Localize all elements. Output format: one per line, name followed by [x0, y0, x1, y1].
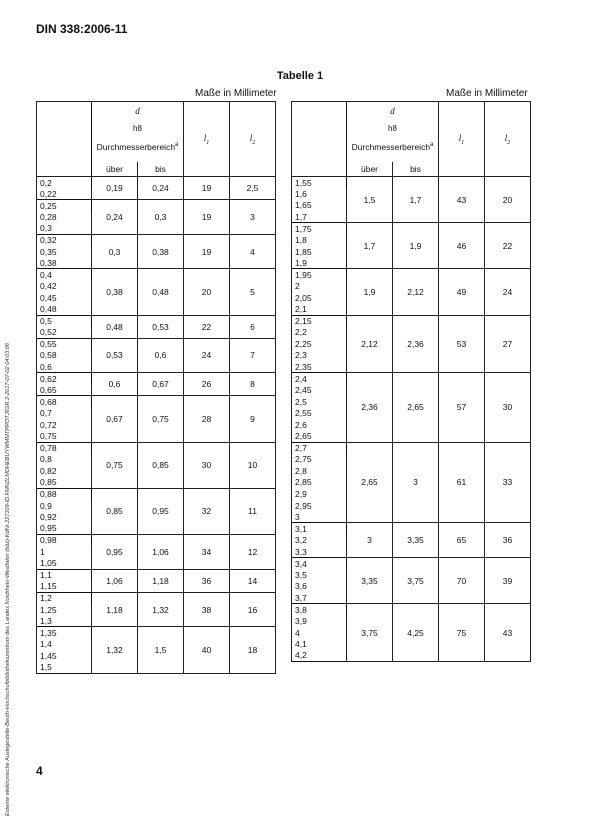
d-value: 0,22: [37, 188, 92, 200]
d-value: 2,5: [292, 396, 347, 408]
page-number: 4: [36, 764, 43, 778]
range-over-value: 0,85: [92, 488, 138, 534]
d-value: 2: [292, 280, 347, 292]
d-value: 0,55: [37, 338, 92, 350]
range-to-value: 3: [393, 442, 439, 523]
table-row: [37, 234, 276, 246]
d-value: 1,85: [292, 246, 347, 258]
d-value: 2,8: [292, 465, 347, 477]
d-value: 0,75: [37, 431, 92, 443]
header-to: bis: [138, 162, 184, 177]
l2-value: 3: [230, 200, 276, 235]
d-value: 0,38: [37, 257, 92, 269]
d-value: 1,2: [37, 592, 92, 604]
d-value: 4,1: [292, 638, 347, 650]
table-row: [292, 373, 531, 385]
license-side-note: Externe elektronische Auslegestelle-Beuth-Hochschulbibliothekszentrum des Landes Nordrhein-Westfalen (hbz)-KdNr.227109-ID.FMNZLMDHEBUYWMMTPROTJ6SR.2-2017-07-02 04:03:06: [5, 343, 11, 816]
l1-value: 19: [184, 200, 230, 235]
table-row: [37, 534, 276, 546]
l2-value: 16: [230, 592, 276, 627]
l2-value: 18: [230, 627, 276, 673]
range-to-value: 1,7: [393, 177, 439, 223]
table-row: [37, 396, 276, 408]
l2-value: 8: [230, 373, 276, 396]
range-to-value: 2,36: [393, 315, 439, 373]
l1-value: 36: [184, 569, 230, 592]
range-over-value: 1,32: [92, 627, 138, 673]
d-value: 1,75: [292, 223, 347, 235]
d-value: 1,25: [37, 604, 92, 616]
range-to-value: 1,5: [138, 627, 184, 673]
range-over-value: 0,48: [92, 315, 138, 338]
l2-value: 4: [230, 234, 276, 269]
range-to-value: 0,53: [138, 315, 184, 338]
l1-value: 61: [439, 442, 485, 523]
d-value: 0,78: [37, 442, 92, 454]
header-l1: [439, 102, 485, 177]
d-value: 0,42: [37, 280, 92, 292]
d-value: 1,15: [37, 581, 92, 593]
header-l2-symbol: l: [504, 132, 508, 143]
d-value: 1,6: [292, 188, 347, 200]
header-d-symbol: d: [135, 106, 140, 116]
d-value: 3,7: [292, 592, 347, 604]
table-caption: Tabelle 1: [276, 70, 324, 82]
l1-value: 20: [184, 269, 230, 315]
d-value: 0,28: [37, 211, 92, 223]
range-over-value: 2,36: [347, 373, 393, 442]
header-diameter-range: [92, 142, 183, 152]
d-value: 3,1: [292, 523, 347, 535]
l2-value: 30: [485, 373, 531, 442]
d-value: 2,3: [292, 350, 347, 362]
l1-value: 75: [439, 604, 485, 662]
d-value: 0,9: [37, 500, 92, 512]
l2-value: 20: [485, 177, 531, 223]
range-to-value: 0,3: [138, 200, 184, 235]
dimensions-table-right: [291, 101, 531, 662]
table-row: [37, 442, 276, 454]
l1-value: 46: [439, 223, 485, 269]
d-value: 0,88: [37, 488, 92, 500]
d-value: 1,8: [292, 234, 347, 246]
header-d-cell: [292, 102, 347, 177]
range-over-value: 0,19: [92, 177, 138, 200]
d-value: 1,65: [292, 200, 347, 212]
table-row: [37, 592, 276, 604]
d-value: 2,55: [292, 407, 347, 419]
d-value: 2,65: [292, 431, 347, 443]
d-value: 2,6: [292, 419, 347, 431]
header-l2-symbol: l: [249, 132, 253, 143]
d-value: 1,5: [37, 661, 92, 673]
d-value: 0,32: [37, 234, 92, 246]
range-over-value: 0,3: [92, 234, 138, 269]
d-value: 3,3: [292, 546, 347, 558]
header-l2-subscript: 2: [252, 139, 256, 146]
d-value: 1,3: [37, 615, 92, 627]
l2-value: 10: [230, 442, 276, 488]
header-l2-subscript: 2: [507, 139, 511, 146]
header-l2: [230, 102, 276, 177]
range-over-value: 0,38: [92, 269, 138, 315]
range-over-value: 1,06: [92, 569, 138, 592]
header-diameter-range-label: Durchmesserbereich: [351, 142, 431, 152]
d-value: 0,25: [37, 200, 92, 212]
range-to-value: 0,38: [138, 234, 184, 269]
header-footnote-mark: a: [430, 142, 434, 149]
d-value: 2,05: [292, 292, 347, 304]
range-to-value: 1,18: [138, 569, 184, 592]
l2-value: 36: [485, 523, 531, 558]
range-over-value: 3,75: [347, 604, 393, 662]
l1-value: 32: [184, 488, 230, 534]
d-value: 4,2: [292, 650, 347, 662]
l1-value: 38: [184, 592, 230, 627]
d-value: 0,5: [37, 315, 92, 327]
table-row: [292, 604, 531, 616]
header-l1-symbol: l: [458, 132, 462, 143]
table-row: [292, 523, 531, 535]
l2-value: 5: [230, 269, 276, 315]
l2-value: 27: [485, 315, 531, 373]
range-to-value: 0,67: [138, 373, 184, 396]
l2-value: 43: [485, 604, 531, 662]
d-value: 2,25: [292, 338, 347, 350]
header-h8: h8: [133, 124, 142, 133]
header-over: über: [347, 162, 393, 177]
l2-value: 9: [230, 396, 276, 442]
d-value: 2,45: [292, 384, 347, 396]
d-value: 2,85: [292, 477, 347, 489]
d-value: 0,6: [37, 361, 92, 373]
l1-value: 26: [184, 373, 230, 396]
d-value: 3,4: [292, 558, 347, 570]
range-to-value: 0,95: [138, 488, 184, 534]
header-d-symbol: d: [390, 106, 395, 116]
table-row: [292, 269, 531, 281]
d-value: 0,35: [37, 246, 92, 258]
table-row: [37, 338, 276, 350]
d-value: 2,35: [292, 361, 347, 373]
d-value: 0,45: [37, 292, 92, 304]
l1-value: 70: [439, 558, 485, 604]
header-l1-symbol: l: [203, 132, 207, 143]
l1-value: 19: [184, 234, 230, 269]
range-to-value: 1,06: [138, 534, 184, 569]
d-value: 3,8: [292, 604, 347, 616]
d-value: 1,95: [292, 269, 347, 281]
d-value: 0,4: [37, 269, 92, 281]
l2-value: 7: [230, 338, 276, 373]
d-value: 1: [37, 546, 92, 558]
l1-value: 43: [439, 177, 485, 223]
range-over-value: 0,6: [92, 373, 138, 396]
d-value: 1,7: [292, 211, 347, 223]
d-value: 0,72: [37, 419, 92, 431]
l2-value: 6: [230, 315, 276, 338]
l2-value: 22: [485, 223, 531, 269]
header-d-cell: [37, 102, 92, 177]
l1-value: 28: [184, 396, 230, 442]
document-id: DIN 338:2006-11: [36, 22, 128, 36]
d-value: 2,2: [292, 327, 347, 339]
range-over-value: 3: [347, 523, 393, 558]
range-to-value: 0,85: [138, 442, 184, 488]
l1-value: 57: [439, 373, 485, 442]
d-value: 0,68: [37, 396, 92, 408]
l1-value: 65: [439, 523, 485, 558]
l2-value: 11: [230, 488, 276, 534]
d-value: 3: [292, 511, 347, 523]
table-row: [292, 315, 531, 327]
table-row: [37, 488, 276, 500]
d-value: 0,82: [37, 465, 92, 477]
header-diameter-cell: [347, 102, 439, 162]
d-value: 1,4: [37, 638, 92, 650]
dimensions-table-left: [36, 101, 276, 674]
l1-value: 22: [184, 315, 230, 338]
d-value: 0,62: [37, 373, 92, 385]
header-diameter-range: [347, 142, 438, 152]
d-value: 3,2: [292, 534, 347, 546]
range-to-value: 0,75: [138, 396, 184, 442]
d-value: 2,7: [292, 442, 347, 454]
header-h8: h8: [388, 124, 397, 133]
d-value: 0,85: [37, 477, 92, 489]
range-over-value: 1,5: [347, 177, 393, 223]
l1-value: 24: [184, 338, 230, 373]
range-to-value: 0,48: [138, 269, 184, 315]
table-row: [292, 177, 531, 189]
range-over-value: 0,75: [92, 442, 138, 488]
d-value: 3,6: [292, 581, 347, 593]
l1-value: 53: [439, 315, 485, 373]
units-label-right: Maße in Millimeter: [446, 88, 528, 99]
table-row: [37, 200, 276, 212]
d-value: 3,5: [292, 569, 347, 581]
table-row: [292, 223, 531, 235]
range-to-value: 2,65: [393, 373, 439, 442]
d-value: 0,2: [37, 177, 92, 189]
d-value: 0,92: [37, 511, 92, 523]
range-to-value: 0,24: [138, 177, 184, 200]
d-value: 0,65: [37, 384, 92, 396]
d-value: 0,95: [37, 523, 92, 535]
range-over-value: 1,18: [92, 592, 138, 627]
l1-value: 34: [184, 534, 230, 569]
header-l1-subscript: 1: [461, 139, 465, 146]
range-over-value: 3,35: [347, 558, 393, 604]
d-value: 1,05: [37, 558, 92, 570]
header-diameter-cell: [92, 102, 184, 162]
d-value: 1,1: [37, 569, 92, 581]
d-value: 2,1: [292, 304, 347, 316]
header-to: bis: [393, 162, 439, 177]
range-to-value: 3,75: [393, 558, 439, 604]
l1-value: 40: [184, 627, 230, 673]
d-value: 2,9: [292, 488, 347, 500]
d-value: 1,55: [292, 177, 347, 189]
range-to-value: 1,32: [138, 592, 184, 627]
d-value: 0,8: [37, 454, 92, 466]
range-over-value: 1,9: [347, 269, 393, 315]
range-to-value: 4,25: [393, 604, 439, 662]
l2-value: 2,5: [230, 177, 276, 200]
range-to-value: 2,12: [393, 269, 439, 315]
l2-value: 33: [485, 442, 531, 523]
header-l1-subscript: 1: [206, 139, 210, 146]
d-value: 4: [292, 627, 347, 639]
units-label-left: Maße in Millimeter: [195, 88, 277, 99]
table-row: [292, 442, 531, 454]
d-value: 0,52: [37, 327, 92, 339]
l1-value: 49: [439, 269, 485, 315]
d-value: 2,95: [292, 500, 347, 512]
range-to-value: 3,35: [393, 523, 439, 558]
d-value: 2,4: [292, 373, 347, 385]
table-row: [37, 373, 276, 385]
header-over: über: [92, 162, 138, 177]
d-value: 1,9: [292, 257, 347, 269]
range-to-value: 0,6: [138, 338, 184, 373]
range-over-value: 1,7: [347, 223, 393, 269]
header-diameter-range-label: Durchmesserbereich: [96, 142, 176, 152]
l1-value: 30: [184, 442, 230, 488]
header-l2: [485, 102, 531, 177]
d-value: 0,7: [37, 407, 92, 419]
range-over-value: 0,53: [92, 338, 138, 373]
d-value: 0,3: [37, 223, 92, 235]
range-over-value: 0,67: [92, 396, 138, 442]
d-value: 0,58: [37, 350, 92, 362]
l2-value: 12: [230, 534, 276, 569]
d-value: 1,45: [37, 650, 92, 662]
table-row: [37, 269, 276, 281]
l1-value: 19: [184, 177, 230, 200]
l2-value: 24: [485, 269, 531, 315]
table-row: [37, 569, 276, 581]
table-row: [37, 315, 276, 327]
d-value: 0,98: [37, 534, 92, 546]
table-row: [37, 627, 276, 639]
d-value: 0,48: [37, 304, 92, 316]
range-over-value: 2,65: [347, 442, 393, 523]
d-value: 3,9: [292, 615, 347, 627]
d-value: 1,35: [37, 627, 92, 639]
table-row: [37, 177, 276, 189]
d-value: 2,75: [292, 454, 347, 466]
d-value: 2,15: [292, 315, 347, 327]
range-over-value: 0,24: [92, 200, 138, 235]
range-to-value: 1,9: [393, 223, 439, 269]
header-footnote-mark: a: [175, 142, 179, 149]
l2-value: 39: [485, 558, 531, 604]
range-over-value: 0,95: [92, 534, 138, 569]
table-row: [292, 558, 531, 570]
range-over-value: 2,12: [347, 315, 393, 373]
header-l1: [184, 102, 230, 177]
l2-value: 14: [230, 569, 276, 592]
